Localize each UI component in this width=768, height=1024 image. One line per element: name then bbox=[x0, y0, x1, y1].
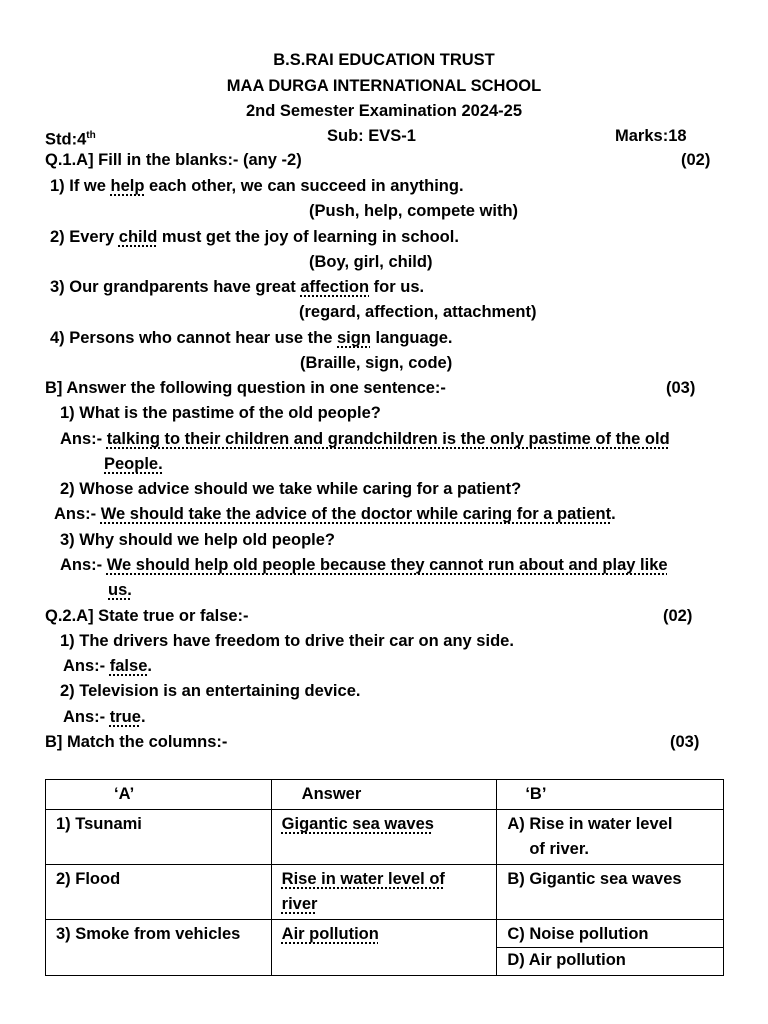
q1a-options-1: (Push, help, compete with) bbox=[309, 202, 519, 220]
cell-b bbox=[497, 810, 724, 865]
marks-label: Marks:18 bbox=[615, 127, 687, 145]
blank-answer: sign bbox=[337, 329, 371, 347]
school-name: MAA DURGA INTERNATIONAL SCHOOL bbox=[226, 77, 542, 95]
answer-post: . bbox=[611, 505, 616, 523]
cell-answer bbox=[271, 920, 497, 976]
header-col-a: ‘A’ bbox=[46, 780, 272, 810]
cell-b-line: D) Air pollution bbox=[497, 947, 723, 973]
trust-name: B.S.RAI EDUCATION TRUST bbox=[273, 51, 495, 69]
blank-answer: child bbox=[118, 228, 158, 246]
q2a-question-1: 1) The drivers have freedom to drive their car on any side. bbox=[60, 632, 514, 650]
q1a-options-4: (Braille, sign, code) bbox=[300, 354, 453, 372]
std-label bbox=[45, 126, 96, 150]
q1a-options-3: (regard, affection, attachment) bbox=[299, 303, 537, 321]
cell-b-line: B) Gigantic sea waves bbox=[507, 870, 682, 888]
q1a-item-2 bbox=[50, 227, 459, 247]
std-text: Std:4 bbox=[45, 130, 87, 149]
q1b-answer-3-cont bbox=[108, 580, 132, 600]
q2a-answer-2 bbox=[63, 707, 146, 727]
answer-text: People. bbox=[104, 455, 163, 473]
answer-text: Gigantic sea waves bbox=[281, 815, 434, 833]
match-table-header bbox=[46, 780, 724, 810]
q2a-title: Q.2.A] State true or false:- bbox=[45, 607, 249, 625]
ans-label: Ans:- bbox=[54, 505, 97, 523]
ans-label: Ans:- bbox=[60, 556, 103, 574]
q1b-question-3: 3) Why should we help old people? bbox=[60, 531, 336, 549]
blank-pre: 2) Every bbox=[50, 228, 119, 246]
blank-pre: 4) Persons who cannot hear use the bbox=[50, 329, 337, 347]
answer-text: river bbox=[281, 895, 318, 913]
q1b-marks: (03) bbox=[666, 379, 696, 397]
blank-pre: 1) If we bbox=[50, 177, 111, 195]
answer-text: false bbox=[109, 657, 148, 675]
q1a-title: Q.1.A] Fill in the blanks:- (any -2) bbox=[45, 151, 302, 169]
q2a-marks: (02) bbox=[663, 607, 693, 625]
q1b-question-2: 2) Whose advice should we take while caring for a patient? bbox=[60, 480, 522, 498]
q1b-answer-3 bbox=[60, 555, 668, 575]
q1b-answer-1 bbox=[60, 429, 670, 449]
answer-text: We should take the advice of the doctor while caring for a patient bbox=[100, 505, 612, 523]
table-row bbox=[46, 920, 724, 976]
cell-a: 2) Flood bbox=[46, 865, 272, 920]
cell-answer bbox=[271, 865, 497, 920]
blank-post: language. bbox=[370, 329, 453, 347]
q2a-question-2: 2) Television is an entertaining device. bbox=[60, 682, 361, 700]
blank-post: each other, we can succeed in anything. bbox=[144, 177, 464, 195]
q1b-answer-1-cont bbox=[104, 454, 163, 474]
ans-label: Ans:- bbox=[63, 657, 106, 675]
std-sup: th bbox=[86, 130, 96, 141]
q2b-marks: (03) bbox=[670, 733, 700, 751]
cell-b bbox=[497, 865, 724, 920]
answer-text: true bbox=[109, 708, 141, 726]
ans-label: Ans:- bbox=[63, 708, 106, 726]
cell-b-line: A) Rise in water level bbox=[507, 815, 673, 833]
blank-answer: help bbox=[110, 177, 145, 195]
cell-b-line: C) Noise pollution bbox=[507, 925, 649, 943]
cell-a: 3) Smoke from vehicles bbox=[46, 920, 272, 976]
q1b-title: B] Answer the following question in one sentence:- bbox=[45, 379, 446, 397]
table-row bbox=[46, 865, 724, 920]
answer-text: Air pollution bbox=[281, 925, 379, 943]
ans-label: Ans:- bbox=[60, 430, 103, 448]
answer-post: . bbox=[140, 708, 146, 726]
q1a-options-2: (Boy, girl, child) bbox=[309, 253, 433, 271]
cell-b bbox=[497, 920, 724, 976]
q1a-marks: (02) bbox=[681, 151, 711, 169]
answer-text: Rise in water level of bbox=[281, 870, 445, 888]
cell-a: 1) Tsunami bbox=[46, 810, 272, 865]
q1a-item-3 bbox=[50, 277, 424, 297]
answer-text: We should help old people because they cannot run about and play like bbox=[106, 556, 668, 574]
q2a-answer-1 bbox=[63, 656, 152, 676]
cell-b-line: of river. bbox=[529, 840, 589, 858]
q2b-title: B] Match the columns:- bbox=[45, 733, 228, 751]
q1a-item-4 bbox=[50, 328, 453, 348]
subject-label: Sub: EVS-1 bbox=[327, 127, 416, 145]
table-row bbox=[46, 810, 724, 865]
q1b-answer-2 bbox=[54, 504, 616, 524]
blank-post: for us. bbox=[369, 278, 425, 296]
header-col-b: ‘B’ bbox=[497, 780, 724, 810]
blank-answer: affection bbox=[300, 278, 370, 296]
blank-post: must get the joy of learning in school. bbox=[157, 228, 459, 246]
cell-answer bbox=[271, 810, 497, 865]
answer-post: . bbox=[147, 657, 152, 675]
blank-pre: 3) Our grandparents have great bbox=[50, 278, 301, 296]
header-col-answer: Answer bbox=[271, 780, 497, 810]
exam-title: 2nd Semester Examination 2024-25 bbox=[245, 102, 523, 120]
q1a-item-1 bbox=[50, 176, 464, 196]
match-table bbox=[45, 779, 724, 976]
answer-text: talking to their children and grandchildren is the only pastime of the old bbox=[106, 430, 670, 448]
answer-text: us. bbox=[108, 581, 132, 599]
q1b-question-1: 1) What is the pastime of the old people? bbox=[60, 404, 381, 422]
